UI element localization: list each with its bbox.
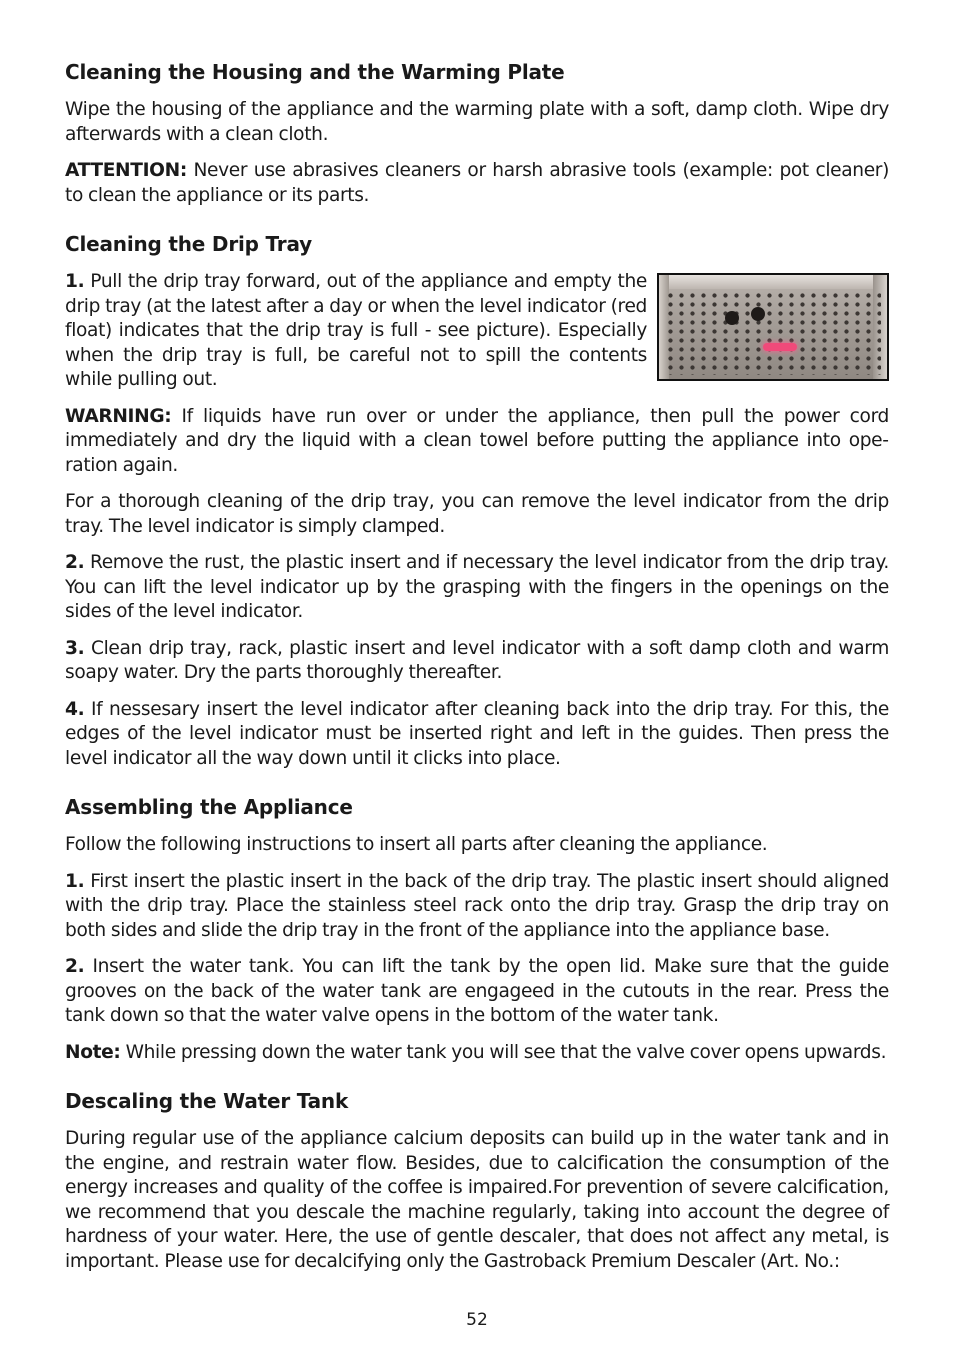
red-float-indicator [763, 343, 797, 351]
heading-descaling: Descaling the Water Tank [65, 1089, 349, 1113]
section-drip-tray [65, 230, 889, 771]
drip-step-4: 4. If nessesary insert the level indicator after cleaning back into the drip tray. For this, the edges of the level indicator must be inserted right and left in the guides. Then press the level indicator all the way down until it clicks into place. [65, 698, 889, 769]
section-descaling [65, 1087, 889, 1274]
warning-paragraph: WARNING: If liquids have run over or under the appliance, then pull the power cord immediately and dry the liquid with a clean towel before putting the appliance into operation again. [65, 405, 889, 476]
attention-paragraph [65, 159, 889, 208]
housing-paragraph: Wipe the housing of the appliance and the warming plate with a soft, damp cloth. Wipe dry afterwards with a clean cloth. [65, 99, 889, 145]
attention-label: ATTENTION: [65, 160, 187, 181]
descaling-paragraph: During regular use of the appliance calcium deposits can build up in the water tank and in the engine, and restrain water flow. Besides, due to calcification the consumption of the energy increases and quality of the coffee is impaired.For prevention of severe calcification, we recommend that you descale the machine regularly, taking into account the degree of hardness of your water. Here, the use of gentle descaler, that does not affect any metal, is important. Please use for decalcifying only the Gastroback Premium Descaler (Art. No.: [65, 1128, 889, 1272]
assembling-step-2: 2. Insert the water tank. You can lift the tank by the open lid. Make sure that the guide grooves on the back of the water tank are engageed in the cutouts in the rear. Press the tank down so that the water valve opens in the bottom of the water tank. [65, 956, 889, 1026]
page-number: 52 [466, 1310, 488, 1330]
attention-text: Never use abrasives cleaners or harsh abrasive tools (example: pot cleaner) to clean the appliance or its parts. [65, 160, 889, 206]
note-label: Note: [65, 1041, 121, 1063]
drip-tray-step1-block [65, 270, 889, 393]
section-housing [65, 58, 889, 208]
assembling-intro: Follow the following instructions to insert all parts after cleaning the appliance. [65, 834, 768, 855]
heading-drip-tray: Cleaning the Drip Tray [65, 232, 312, 256]
manual-page [65, 58, 889, 1286]
section-assembling [65, 793, 889, 1065]
thorough-cleaning-paragraph: For a thorough cleaning of the drip tray, you can remove the level indicator from the drip tray. The level indicator is simply clamped. [65, 491, 889, 537]
heading-assembling: Assembling the Appliance [65, 795, 353, 819]
assembling-step-1: 1. First insert the plastic insert in the back of the drip tray. The plastic insert should aligned with the drip tray. Place the stainless steel rack onto the drip tray. Grasp the drip tray on both sides and slide the drip tray in the front of the appliance into the appliance base. [65, 870, 889, 941]
drip-step-2: 2. Remove the rust, the plastic insert and if necessary the level indicator from the drip tray. You can lift the level indicator up by the grasping with the fingers in the openings on the sides of the level indicator. [65, 552, 889, 622]
drip-step-3: 3. Clean drip tray, rack, plastic insert and level indicator with a soft damp cloth and warm soapy water. Dry the parts thoroughly thereafter. [65, 637, 889, 683]
drip-step-1: 1. Pull the drip tray forward, out of the appliance and empty the drip tray (at the latest after a day or when the level indicator (red float) indicates that the drip tray is full - see picture). Especially when the drip tray is full, be careful not to spill the contents while pulling out. [65, 271, 647, 390]
warning-label: WARNING: [65, 405, 172, 427]
drip-tray-photo [657, 273, 889, 381]
heading-housing: Cleaning the Housing and the Warming Plate [65, 60, 565, 84]
note-paragraph: Note: While pressing down the water tank you will see that the valve cover opens upwards. [65, 1041, 887, 1063]
